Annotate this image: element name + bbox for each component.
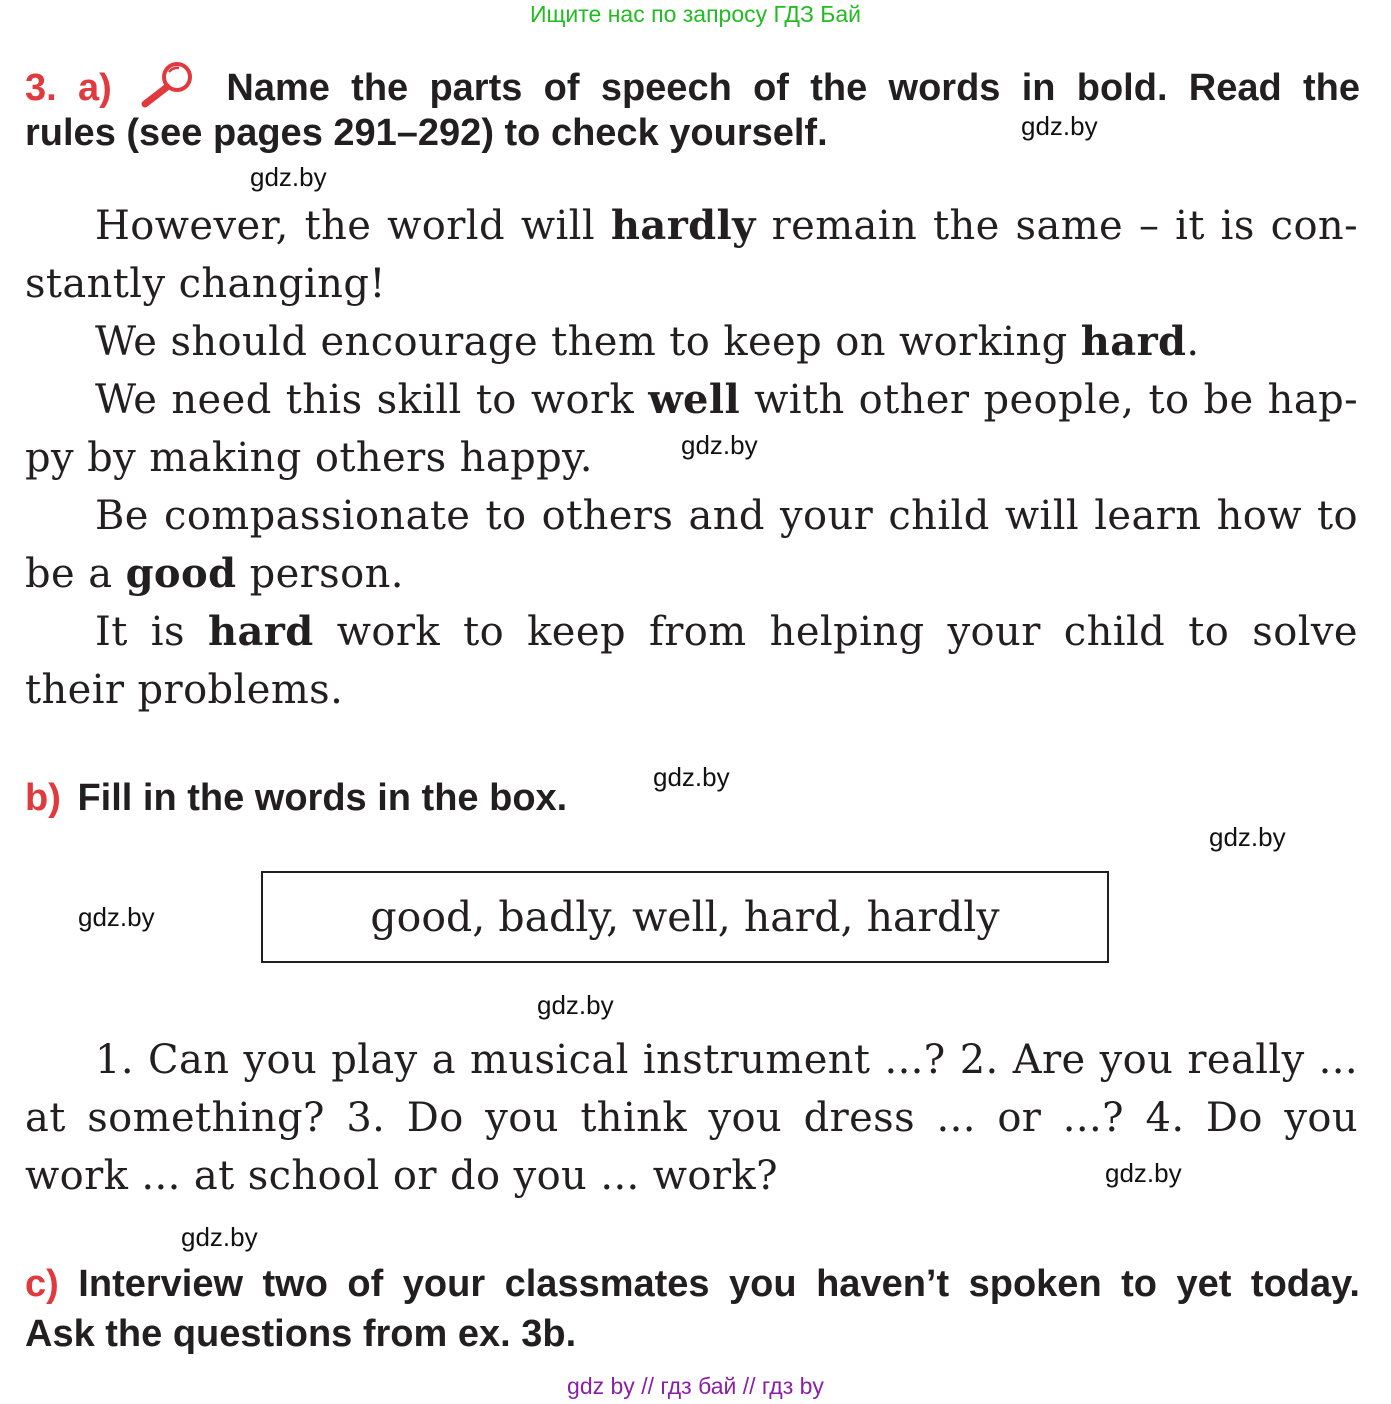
magnifier-icon <box>139 60 199 108</box>
sentence-2: We should encourage them to keep on working hard. <box>95 318 1200 365</box>
watermark: gdz.by <box>78 902 155 932</box>
exercise-3a-instruction-line1 <box>25 60 1360 113</box>
watermark: gdz.by <box>653 762 730 792</box>
bold-word: hard <box>207 608 314 655</box>
footer-watermark: gdz by // гдз бай // гдз by <box>567 1373 824 1399</box>
part-b-instruction: Fill in the words in the box. <box>77 777 568 819</box>
top-banner: Ищите нас по запросу ГДЗ Бай <box>529 1 862 27</box>
part-b-label: b) <box>25 777 61 819</box>
sentence-4: Be compassionate to others and your child will learn how to be a good person. <box>25 493 1358 597</box>
part-c-line2: Ask the questions from ex. 3b. <box>25 1313 577 1355</box>
bold-word: good <box>125 550 237 597</box>
part-c-label: c) <box>25 1263 59 1305</box>
sentence-5: It is hard work to keep from helping your child to solve their problems. <box>25 608 1358 713</box>
part-c-instruction: Interview two of your classmates you haven’t spoken to yet today. <box>78 1263 1360 1305</box>
bold-word: hardly <box>610 202 756 249</box>
sentence-1: However, the world will hardly remain the same – it is con- stantly changing! <box>25 202 1359 307</box>
watermark: gdz.by <box>537 990 614 1020</box>
bold-word: hard <box>1080 318 1187 365</box>
watermark: gdz.by <box>681 430 758 460</box>
part-b-heading <box>25 774 567 823</box>
exercise-3a-instruction-line2: rules (see pages 291–292) to check yourself. <box>25 112 828 154</box>
sentence-3: We need this skill to work well with other people, to be hap- py by making others happy. <box>25 376 1358 481</box>
word-box-text: good, badly, well, hard, hardly <box>370 893 1000 941</box>
watermark: gdz.by <box>1021 111 1098 141</box>
exercise-number: 3. <box>25 67 57 109</box>
watermark: gdz.by <box>1105 1158 1182 1188</box>
part-a-instruction-text: Name the parts of speech of the words in bold. Read the <box>226 67 1361 109</box>
questions-paragraph: 1. Can you play a musical instrument ...? 2. Are you really ... at something? 3. Do you think you dress ... or ...? 4. Do you work ... at school or do you ... work? <box>25 1037 1358 1199</box>
watermark: gdz.by <box>250 162 327 192</box>
part-c-line1 <box>25 1260 1360 1309</box>
watermark: gdz.by <box>181 1222 258 1252</box>
word-box <box>261 871 1109 963</box>
watermark: gdz.by <box>1209 822 1286 852</box>
part-a-label: a) <box>78 67 112 109</box>
bold-word: well <box>648 376 741 423</box>
